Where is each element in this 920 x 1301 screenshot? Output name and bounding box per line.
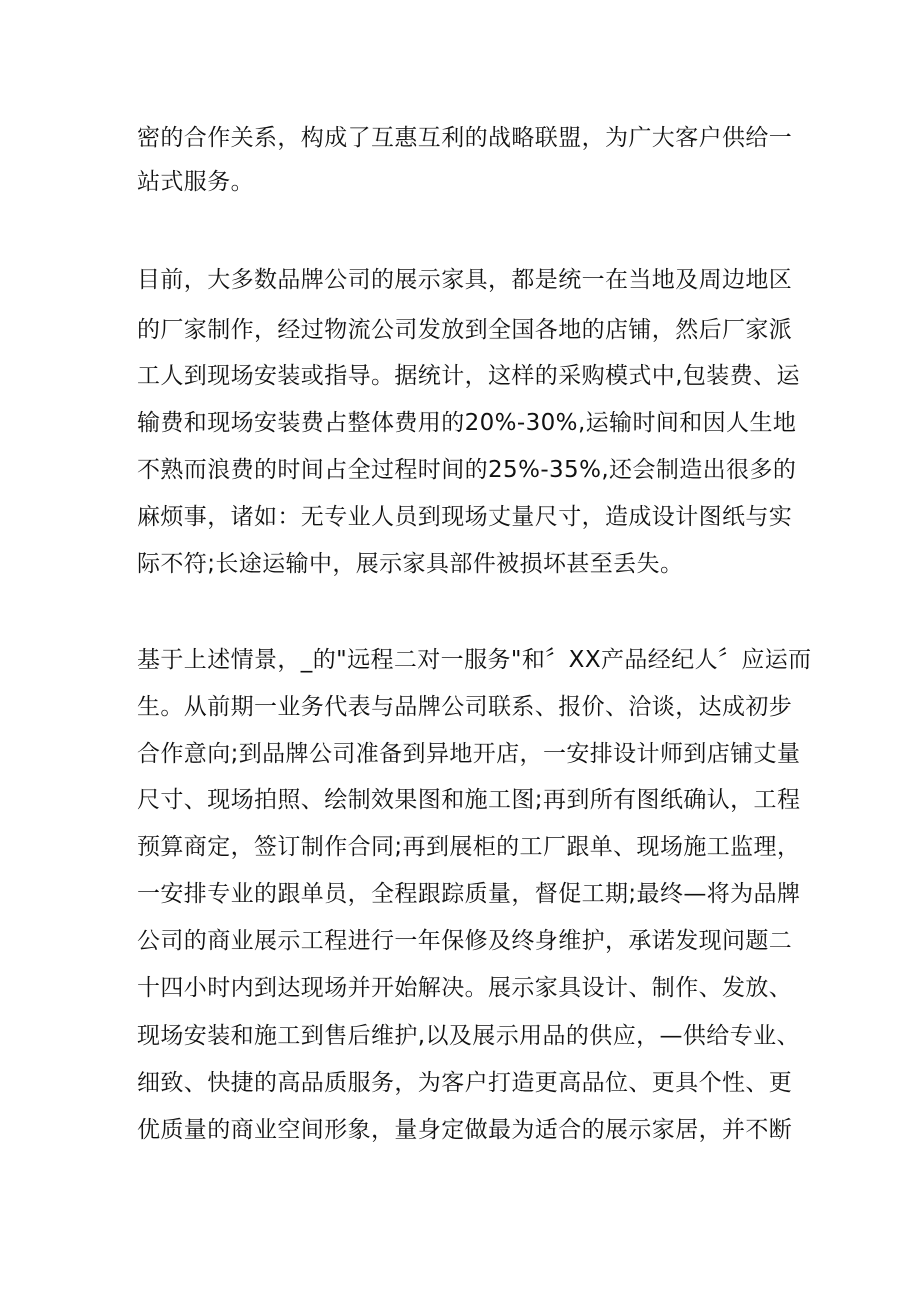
- paragraph-3-line-7: 公司的商业展示工程进行一年保修及终身维护，承诺发现问题二: [137, 928, 793, 954]
- paragraph-3-line-2: 生。从前期一业务代表与品牌公司联系、报价、洽谈，达成初步: [137, 694, 793, 720]
- paragraph-2-line-2: 的厂家制作，经过物流公司发放到全国各地的店铺，然后厂家派: [137, 317, 793, 343]
- paragraph-2-line-7: 际不符;长途运输中，展示家具部件被损坏甚至丢失。: [137, 551, 684, 577]
- paragraph-2-line-3: 工人到现场安装或指导。据统计，这样的采购模式中,包装费、运: [137, 363, 800, 389]
- paragraph-2-line-1: 目前，大多数品牌公司的展示家具，都是统一在当地及周边地区: [137, 267, 793, 293]
- paragraph-3-line-6: 一安排专业的跟单员，全程跟踪质量，督促工期;最终—将为品牌: [137, 881, 801, 907]
- paragraph-2-line-4: 输费和现场安装费占整体费用的20%-30%,运输时间和因人生地: [137, 410, 797, 436]
- paragraph-2-line-6: 麻烦事，诸如：无专业人员到现场丈量尺寸，造成设计图纸与实: [137, 504, 793, 530]
- paragraph-1-line-2: 站式服务。: [137, 169, 254, 195]
- paragraph-3-line-8: 十四小时内到达现场并开始解决。展示家具设计、制作、发放、: [137, 975, 793, 1001]
- paragraph-3-line-9: 现场安装和施工到售后维护,以及展示用品的供应，—供给专业、: [137, 1023, 800, 1049]
- paragraph-3-line-10: 细致、快捷的高品质服务，为客户打造更高品位、更具个性、更: [137, 1070, 793, 1096]
- paragraph-1-line-1: 密的合作关系，构成了互惠互利的战略联盟，为广大客户供给一: [137, 125, 793, 151]
- paragraph-3-line-5: 预算商定，签订制作合同;再到展柜的工厂跟单、现场施工监理，: [137, 834, 801, 860]
- paragraph-3-line-1: 基于上述情景，_的"远程二对一服务"和〞XX产品经纪人〞应运而: [137, 647, 812, 673]
- paragraph-3-line-3: 合作意向;到品牌公司准备到异地开店，一安排设计师到店铺丈量: [137, 741, 801, 767]
- paragraph-3-line-4: 尺寸、现场拍照、绘制效果图和施工图;再到所有图纸确认，工程: [137, 787, 801, 813]
- paragraph-3-line-11: 优质量的商业空间形象，量身定做最为适合的展示家居，并不断: [137, 1117, 793, 1143]
- paragraph-2-line-5: 不熟而浪费的时间占全过程时间的25%-35%,还会制造出很多的: [137, 457, 797, 483]
